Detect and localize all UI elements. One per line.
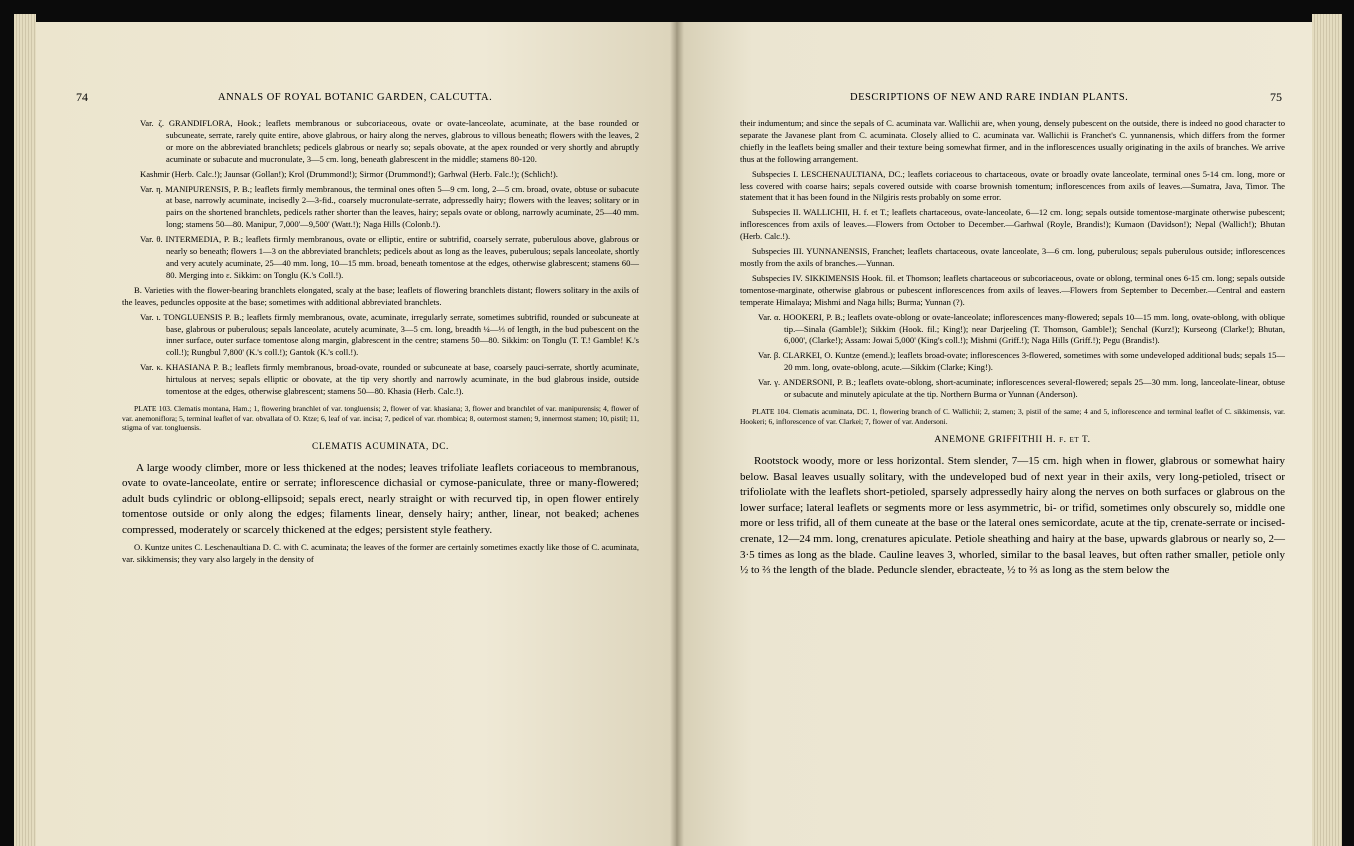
left-running-head: ANNALS OF ROYAL BOTANIC GARDEN, CALCUTTA.: [218, 92, 493, 103]
section-heading-clematis-acuminata: CLEMATIS ACUMINATA, DC.: [311, 441, 449, 452]
subspecies-yunnanensis: Subspecies III. YUNNANENSIS, Franchet; leaflets chartaceous, ovate lanceolate, 3—6 cm. long, puberulous; sepals puberulous outside; inflorescences mostly from the axils of branches.—Yunnan.: [740, 246, 1285, 268]
anemone-description: Rootstock woody, more or less horizontal. Stem slender, 7—15 cm. high when in flower, glabrous or somewhat hairy below. Basal leaves usually solitary, with the undeveloped bud of next year in their axils, very long-petioled, trisect or trifoliolate with the leaflets short-petioled, sparsely adpressedly hairy along the nerves on both surfaces or glabrous on the lower surface; lateral leaflets or segments more or less asymmetric, bi- or trifid, sometimes only obscurely so, middle one more or less trifid, all of them cuneate at the base or the lateral ones semicordate, acute at the tip, crenate-serrate or incised-crenate, 12—24 mm. long, crenatures apiculate. Petiole sheathing and hairy at the base, upwards glabrous or nearly so, 2—3·5 times as long as the blade. Cauline leaves 3, whorled, similar to the basal leaves, but often rather smaller, petiole only ½ to ⅔ the length of the blade. Peduncle slender, ebracteate, ½ to ⅔ as long as the stem below the: [740, 455, 1285, 577]
kuntze-note: O. Kuntze unites C. Leschenaultiana D. C. with C. acuminata; the leaves of the former are certainly sometimes exactly like those of C. acuminata, var. sikkimensis; they vary also largely in the density of: [122, 541, 639, 564]
left-page-text: [122, 118, 639, 568]
page-edges-left: [14, 14, 36, 846]
var-clarkei: Var. β. CLARKEI, O. Kuntze (emend.); leaflets broad-ovate; inflorescences 3-flowered, sometimes with some undeveloped additional buds; sepals 15—20 mm. long, ovate-oblong, acute.—Sikkim (Clarke; King!).: [758, 350, 1285, 373]
var-grandiflora: Var. ζ. GRANDIFLORA, Hook.; leaflets membranous or subcoriaceous, ovate or ovate-lanceolate, acuminate, at the base rounded or subcuneate, serrate, rarely quite entire, above glabrous, or hairy along the nerves, glabrous to villous beneath; flowers with the leaves, 2 or more on the abbreviated branchlets; pedicels glabrous or nearly so; sepals obovate, at the apex rounded or very shortly and abruptly acuminate or subacute and mucronulate, 3—5 cm. long, beneath glabrescent in the middle; stamens 80-120.: [140, 118, 639, 164]
grandiflora-localities: Kashmir (Herb. Calc.!); Jaunsar (Gollan!); Krol (Drummond!); Sirmor (Drummond!); Garhwal (Herb. Falc.!); (Schlich!).: [140, 168, 558, 179]
var-andersoni: Var. γ. ANDERSONI, P. B.; leaflets ovate-oblong, short-acuminate; inflorescences several-flowered; sepals 25—30 mm. long, lanceolate-linear, obtuse or subacute and minutely apiculate at the tip. Northern Burma or Yunnan (Anderson).: [758, 377, 1285, 400]
var-manipurensis: Var. η. MANIPURENSIS, P. B.; leaflets firmly membranous, the terminal ones often 5—9 cm. long, 2—5 cm. broad, ovate, obtuse or subacute at base, narrowly acuminate, incisedly 2—3-fid., coarsely mucronulate-serrate, adpressedly hairy; flowers with the leaves; solitary or in pairs on the shortened branchlets, pedicels rather shorter than the leaves, hairy; sepals ovate or oblong, narrowly acuminate, 25—40 mm. long; stamens 50—80. Manipur, 7,000'—9,500' (Watt.!); Naga Hills (Colonb.!).: [140, 183, 639, 230]
var-intermedia: Var. θ. INTERMEDIA, P. B.; leaflets firmly membranous, ovate or elliptic, entire or subtrifid, coarsely serrate, puberulous above, glabrous or nearly so beneath; flowers 1—3 on the abbreviated branchlets; pedicels about as long as the leaves, puberulous; sepals lanceolate, shortly and very acutely acuminate, 25—40 mm. long, 10—15 mm. broad, beneath tomentose at the edges, otherwise glabrescent; stamens 60—80. Merging into ε. Sikkim: on Tonglu (K.'s Coll.!).: [140, 234, 639, 280]
acuminata-description: A large woody climber, more or less thickened at the nodes; leaves trifoliate leaflets coriaceous to membranous, ovate to ovate-lanceolate, entire or serrate; inflorescence dichasial or cymose-paniculate, three or many-flowered; adult buds cylindric or oblong-ellipsoid; sepals erect, nearly straight or with recurved tip, in open flower entirely tomentose outside or only along the edges; filaments linear, densely hairy; anther, linear, not beaked; achenes compressed, moderately or scarcely thickened at the edges; persistent style feathery.: [122, 461, 639, 536]
book-gutter: [670, 22, 684, 846]
right-page-number: 75: [1270, 90, 1282, 104]
right-page-text: [740, 118, 1285, 582]
var-hookeri: Var. α. HOOKERI, P. B.; leaflets ovate-oblong or ovate-lanceolate; inflorescences many-flowered; sepals 10—15 mm. long, ovate-oblong, with oblique tip.—Sinala (Gamble!); Sikkim (Hook. fil.; King!); near Darjeeling (T. Thomson, Gamble!); Senchal (Kurz!); Kurseong (Clarke!); Bhutan, 6,000', (Clarke!); Assam: Jowai 5,000' (King's coll.!); Mishmi (Griff.!); Naga Hills (Griff.!); Pegu (Brandis!).: [758, 311, 1285, 346]
var-khasiana: Var. κ. KHASIANA P. B.; leaflets firmly membranous, broad-ovate, rounded or subcuneate at base, coarsely pauci-serrate, shortly acuminate, hirtulous at nerves; sepals elliptic or obovate, at the tip very shortly and narrowly acuminate, in the bud glabrous inside, outside tomentose at the edges, otherwise glabrescent; stamens 50—80. Khasia (Herb. Calc.!).: [140, 362, 639, 397]
right-running-head: DESCRIPTIONS OF NEW AND RARE INDIAN PLANTS.: [850, 92, 1129, 103]
section-heading-anemone-griffithii: ANEMONE GRIFFITHII H. f. et T.: [934, 435, 1091, 446]
var-tongluensis: Var. ι. TONGLUENSIS P. B.; leaflets firmly membranous, ovate, acuminate, irregularly serrate, sometimes subtrifid, rounded or subcuneate at base, glabrous or puberulous; sepals lanceolate, acutely acuminate, 3—5 cm. long, breadth ¼—⅓ of length, in the bud pubescent on the inner surface, outer surface tomentose along margin, glabrescent in the centre; stamens 50—80. Sikkim: on Tonglu (T. T.! Gamble! K.'s coll.!); Rungbul 7,800' (K.'s coll.!); Gantok (K.'s coll.!).: [140, 311, 639, 358]
continued-paragraph: their indumentum; and since the sepals of C. acuminata var. Wallichii are, when young, densely pubescent on the outside, there is indeed no good character to separate the Javanese plant from C. acuminata. Closely allied to C. acuminata var. Wallichii is Franchet's C. yunnanensis, which differs from the former chiefly in the leaflets being smaller and their texture being somewhat firmer, and in the inflorescences usually originating in the axils of branches. We arrive thus at the following arrangement.: [740, 118, 1285, 164]
subspecies-sikkimensis: Subspecies IV. SIKKIMENSIS Hook. fil. et Thomson; leaflets chartaceous or subcoriaceous, ovate or oblong, terminal ones 6-15 cm. long; sepals outside tomentose-marginate, otherwise glabrous or pubescent inflorescences from axils of leaves.—Flowers from September to December.—Central and eastern temperate Himalaya; Mishmi and Naga hills; Burma; Yunnan (?).: [740, 272, 1285, 307]
left-page-number: 74: [76, 90, 88, 104]
subspecies-leschenaultiana: Subspecies I. LESCHENAULTIANA, DC.; leaflets coriaceous to chartaceous, ovate or broadly ovate lanceolate, terminal ones 5-14 cm. long, more or less covered with coarse hairs; sepals covered outside with coarse brownish tomentum; inflorescences from axils of leaves.—Sumatra, Java, Timor. The statement that it has been found in the Nilgiris rests probably on some error.: [740, 168, 1285, 203]
plate-103-caption: PLATE 103. Clematis montana, Ham.; 1, flowering branchlet of var. tongluensis; 2, flower of var. khasiana; 3, flower and branchlet of var. manipurensis; 4, flower of var. anemoniflora; 5, terminal leaflet of var. obvallata of O. Ktze; 6, leaf of var. incisa; 7, pedicel of var. rhombica; 8, outermost stamen; 9, innermost stamen; 10, pistil; 11, stigma of var. tongluensis.: [122, 403, 639, 433]
subspecies-wallichii: Subspecies II. WALLICHII, H. f. et T.; leaflets chartaceous, ovate-lanceolate, 6—12 cm. long; sepals outside tomentose-marginate otherwise pubescent; inflorescences from axils of leaves.—Flowers from October to December.—Garhwal (Royle, Brandis!); Kumaon (Davidson!); Nepal (Wallich!); Bhutan (Herb. Calc.!).: [740, 207, 1285, 242]
plate-104-caption: PLATE 104. Clematis acuminata, DC. 1, flowering branch of C. Wallichii; 2, stamen; 3, pistil of the same; 4 and 5, inflorescence and terminal leaflet of C. sikkimensis, var. Hookeri; 6, inflorescence of var. Clarkei; 7, flower of var. Andersoni.: [740, 406, 1285, 426]
page-edges-right: [1312, 14, 1342, 846]
varieties-b-intro: B. Varieties with the flower-bearing branchlets elongated, scaly at the base; leaflets of flowering branchlets distant; flowers solitary in the axils of the leaves, peduncles opposite at the base; sometimes with additional abbreviated branchlets.: [122, 284, 639, 307]
